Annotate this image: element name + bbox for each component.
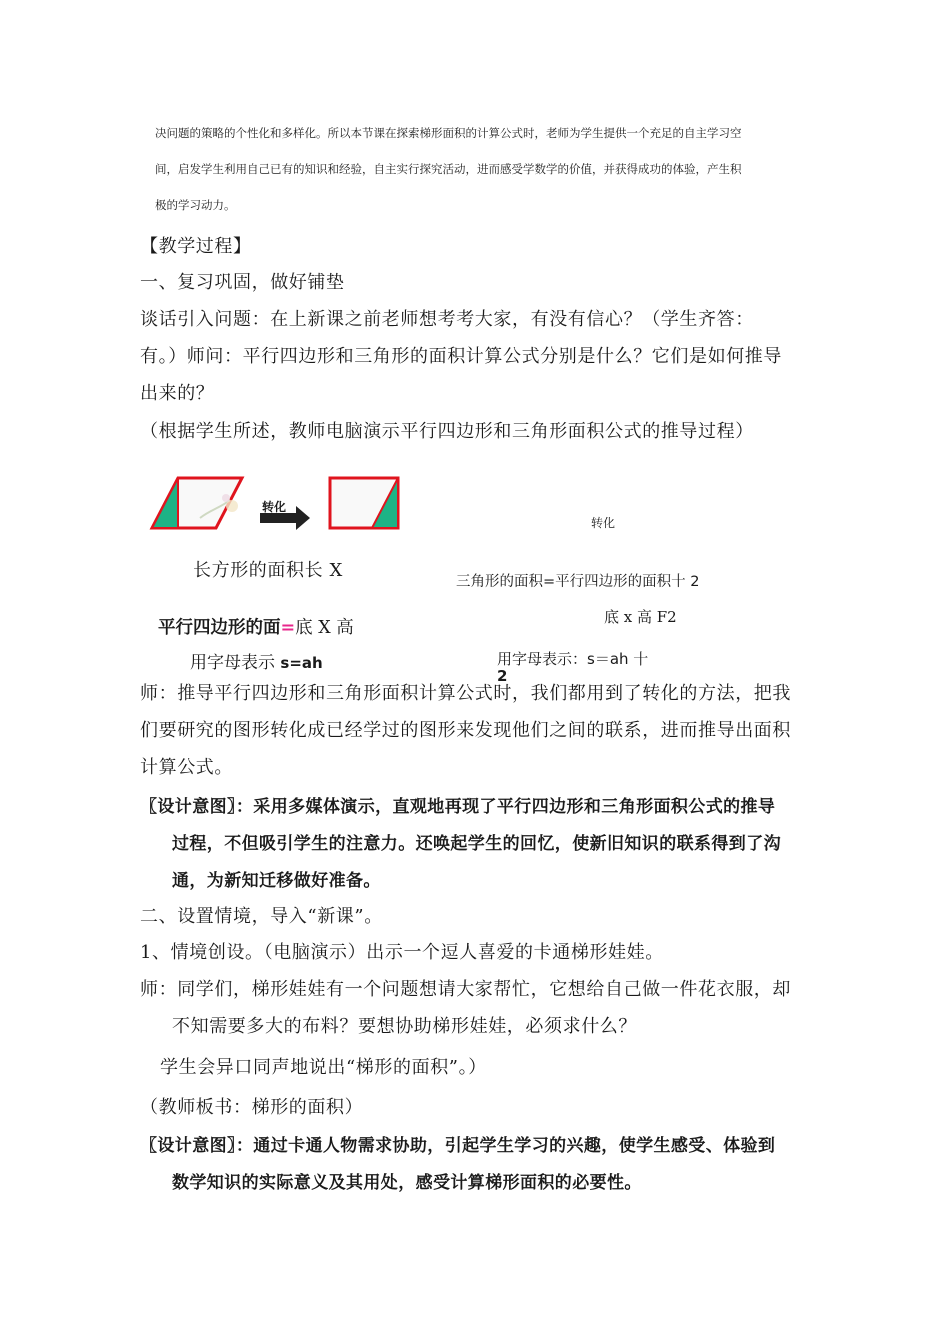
s-equals-ah: s=ah [280, 654, 323, 672]
part2-item-1: 1、情境创设。（电脑演示）出示一个逗人喜爱的卡通梯形娃娃。 [140, 942, 664, 963]
triangle-letter-formula: 用字母表示：s＝ah 十 [497, 650, 649, 668]
intro-line-1: 决问题的策略的个性化和多样化。所以本节课在探索梯形面积的计算公式时，老师为学生提供一个充足的自主学习空 [155, 126, 742, 140]
parallelogram-letter-formula [190, 648, 323, 673]
arrow-label: 转化 [262, 500, 287, 514]
intro-line-2: 间，启发学生利用自己已有的知识和经验，自主实行探究活动，进而感受学数学的价值，并获得成功的体验，产生积 [155, 162, 742, 176]
base-times-height: 底 X 高 [295, 618, 354, 638]
design-intent-2-line-1: 〖设计意图〗：通过卡通人物需求协助，引起学生学习的兴趣，使学生感受、体验到 [140, 1136, 776, 1156]
part2-teacher-line-1: 师：同学们，梯形娃娃有一个问题想请大家帮忙，它想给自己做一件花衣服，却 [140, 979, 791, 1000]
equals-sign: = [280, 618, 296, 638]
part2-teacher-line-2: 不知需要多大的布料？要想协助梯形娃娃，必须求什么？ [172, 1016, 637, 1037]
design-intent-2-line-2: 数学知识的实际意义及其用处，感受计算梯形面积的必要性。 [172, 1173, 642, 1193]
part1-p1-line1: 谈话引入问题：在上新课之前老师想考考大家，有没有信心？（学生齐答： [140, 309, 754, 330]
cut-triangle [152, 478, 178, 528]
triangle-base-height: 底 x 高 F2 [604, 608, 677, 626]
part1-p1-line3: 出来的？ [140, 383, 215, 404]
teacher-board: （教师板书：梯形的面积） [140, 1097, 364, 1118]
rectangle-area-caption: 长方形的面积长 X [193, 560, 343, 581]
students-answer: 学生会异口同声地说出“梯形的面积”。） [160, 1057, 487, 1078]
teacher-line-2: 们要研究的图形转化成已经学过的图形来发现他们之间的联系，进而推导出面积 [140, 720, 791, 741]
teacher-line-1: 师：推导平行四边形和三角形面积计算公式时，我们都用到了转化的方法，把我 [140, 683, 791, 704]
parallelogram-area-formula [158, 614, 354, 639]
rectangle-shape [330, 478, 398, 528]
section-heading: 【教学过程】 [140, 236, 252, 257]
triangle-letter-divisor: 2 [497, 667, 508, 685]
part2-title: 二、设置情境，导入“新课”。 [140, 906, 383, 927]
triangle-area-formula: 三角形的面积=平行四边形的面积十 2 [456, 574, 700, 590]
design-intent-1-line-1: 〖设计意图〗：采用多媒体演示，直观地再现了平行四边形和三角形面积公式的推导 [140, 797, 776, 817]
right-conversion-label: 转化 [591, 516, 616, 530]
parallelogram-shape [152, 478, 242, 528]
intro-line-3: 极的学习动力。 [155, 198, 236, 212]
teacher-line-3: 计算公式。 [140, 757, 233, 778]
letter-label-left: 用字母表示 [190, 653, 275, 673]
part1-p2: （根据学生所述，教师电脑演示平行四边形和三角形面积公式的推导过程） [140, 421, 754, 442]
parallelogram-area-label: 平行四边形的面 [158, 618, 281, 638]
part1-p1-line2: 有。）师问：平行四边形和三角形的面积计算公式分别是什么？它们是如何推导 [140, 346, 782, 367]
part1-title: 一、复习巩固，做好铺垫 [140, 272, 345, 293]
design-intent-1-line-2: 过程，不但吸引学生的注意力。还唤起学生的回忆，使新旧知识的联系得到了沟 [172, 834, 781, 854]
design-intent-1-line-3: 通，为新知迁移做好准备。 [172, 871, 381, 891]
